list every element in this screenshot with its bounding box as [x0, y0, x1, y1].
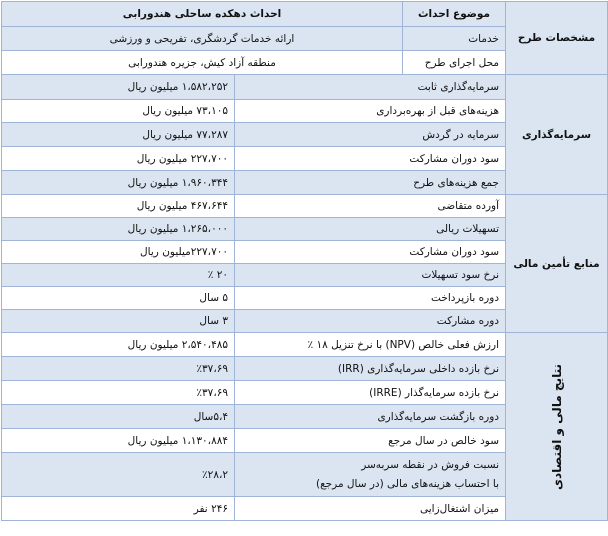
financing-row	[2, 195, 608, 218]
row-label: دوره بازپرداخت	[235, 287, 506, 310]
row-label: نرخ بازده داخلی سرمایه‌گذاری (IRR)	[235, 357, 506, 381]
section-title: سرمایه‌گذاری	[521, 128, 592, 141]
row-value: ۱،۵۸۲،۲۵۲ میلیون ریال	[2, 75, 235, 100]
section-title: منابع تأمین مالی	[513, 257, 600, 270]
row-label	[235, 453, 506, 497]
row-value: ۲۰ ٪	[2, 264, 235, 287]
row-label: آورده متقاضی	[235, 195, 506, 218]
row-value: ۷۷،۲۸۷ میلیون ریال	[2, 123, 235, 147]
row-label: هزینه‌های قبل از بهره‌برداری	[235, 100, 506, 123]
section-title: نتایج مالی و اقتصادی	[549, 363, 564, 490]
row-label: سود دوران مشارکت	[235, 241, 506, 264]
row-value: ۴۶۷،۶۴۴ میلیون ریال	[2, 195, 235, 218]
investment-row	[2, 75, 608, 100]
spec-label: خدمات	[403, 27, 506, 51]
row-value: ۷۳،۱۰۵ میلیون ریال	[2, 100, 235, 123]
section-project-specs	[506, 2, 608, 75]
row-label: نرخ بازده سرمایه‌گذار (IRRE)	[235, 381, 506, 405]
row-label: نرخ سود تسهیلات	[235, 264, 506, 287]
header-left-label: موضوع احداث	[403, 2, 506, 27]
row-label-line: نسبت فروش در نقطه سربه‌سر	[361, 458, 499, 471]
row-value: ٪۲۸،۲	[2, 453, 235, 497]
spec-value: منطقه آزاد کیش، جزیره هندورابی	[2, 51, 403, 75]
row-value: ۵ سال	[2, 287, 235, 310]
row-label: سرمایه‌گذاری ثابت	[235, 75, 506, 100]
row-value: ٪۳۷،۶۹	[2, 357, 235, 381]
row-label: دوره بازگشت سرمایه‌گذاری	[235, 405, 506, 429]
row-value: ۲،۵۴۰،۴۸۵ میلیون ریال	[2, 333, 235, 357]
header-project-title: احداث دهکده ساحلی هندورابی	[2, 2, 403, 27]
row-label: میزان اشتغال‌زایی	[235, 497, 506, 521]
spec-label: محل اجرای طرح	[403, 51, 506, 75]
section-title: مشخصات طرح	[517, 32, 596, 44]
row-value: ۱،۹۶۰،۳۴۴ میلیون ریال	[2, 171, 235, 195]
row-value: ۲۲۷،۷۰۰ میلیون ریال	[2, 147, 235, 171]
row-label: تسهیلات ریالی	[235, 218, 506, 241]
row-label: جمع هزینه‌های طرح	[235, 171, 506, 195]
row-value: ۱،۲۶۵،۰۰۰ میلیون ریال	[2, 218, 235, 241]
row-value: ۲۴۶ نفر	[2, 497, 235, 521]
row-value: ۳ سال	[2, 310, 235, 333]
row-value: ۲۲۷،۷۰۰میلیون ریال	[2, 241, 235, 264]
summary-table	[1, 1, 608, 521]
results-row	[2, 333, 608, 357]
row-value: ۱،۱۳۰،۸۸۴ میلیون ریال	[2, 429, 235, 453]
row-label-line: با احتساب هزینه‌های مالی (در سال مرجع)	[315, 477, 499, 490]
spec-value: ارائه خدمات گردشگری، تفریحی و ورزشی	[2, 27, 403, 51]
section-investment	[506, 75, 608, 195]
section-results	[506, 333, 608, 521]
row-label: دوره مشارکت	[235, 310, 506, 333]
row-label: ارزش فعلی خالص (NPV) با نرخ تنزیل ۱۸ ٪	[235, 333, 506, 357]
section-financing	[506, 195, 608, 333]
investment-summary-sheet	[1, 1, 607, 534]
row-value: ۵،۴سال	[2, 405, 235, 429]
header-row	[2, 2, 608, 27]
row-label: سود خالص در سال مرجع	[235, 429, 506, 453]
row-value: ٪۳۷،۶۹	[2, 381, 235, 405]
row-label: سرمایه در گردش	[235, 123, 506, 147]
row-label: سود دوران مشارکت	[235, 147, 506, 171]
